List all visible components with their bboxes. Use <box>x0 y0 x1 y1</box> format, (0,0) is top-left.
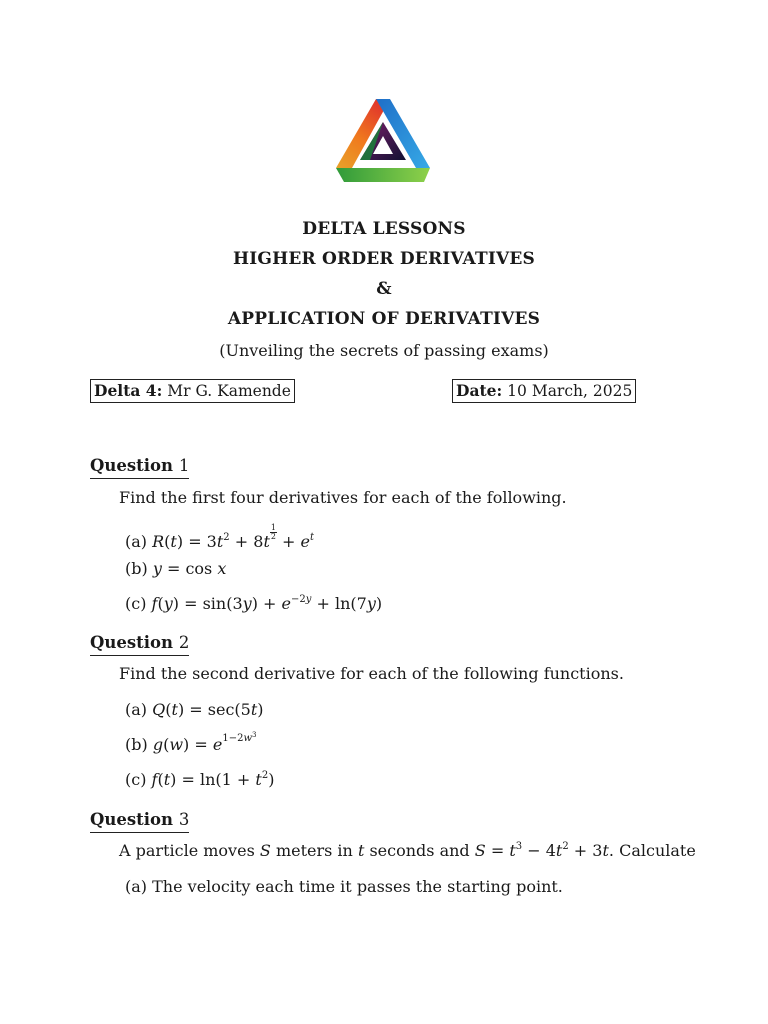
question-1-heading <box>90 456 189 479</box>
class-label: Delta 4: <box>94 381 163 400</box>
item-label: (a) <box>125 532 148 551</box>
date-label: Date: <box>456 381 503 400</box>
item-label: (c) <box>125 594 147 613</box>
question-label: Question <box>90 456 174 475</box>
q2-item-a: (a) Q(t) = sec(5t) <box>125 700 264 719</box>
item-label: (b) <box>125 559 148 578</box>
item-label: (a) <box>125 700 148 719</box>
teacher-box <box>90 379 295 403</box>
q3-item-a <box>125 877 563 896</box>
delta-logo <box>330 96 436 188</box>
date-value: 10 March, 2025 <box>507 382 633 400</box>
question-3-heading <box>90 810 189 833</box>
item-label: (a) <box>125 877 148 896</box>
teacher-name: Mr G. Kamende <box>167 382 291 400</box>
question-label: Question <box>90 810 174 829</box>
title-block <box>0 214 768 366</box>
question-2-prompt: Find the second derivative for each of the following functions. <box>119 664 624 683</box>
q1-item-a: (a) $R(t) = 3t^2 + 8t$ $\frac{1}{2}$ + $e^t$ <box>125 523 315 551</box>
item-label: (c) <box>125 770 147 789</box>
prompt-text: meters in <box>275 841 353 860</box>
item-text: The velocity each time it passes the starting point. <box>152 877 563 896</box>
title-line-2: APPLICATION OF DERIVATIVES <box>227 309 541 329</box>
question-number: 1 <box>178 456 190 475</box>
item-label: (b) <box>125 735 148 754</box>
question-1-prompt: Find the first four derivatives for each of the following. <box>119 488 567 507</box>
question-3-prompt: A particle moves S meters in t seconds and $S = t^3 - 4t^2 + 3t$. Calculate <box>119 841 696 860</box>
question-number: 3 <box>178 810 190 829</box>
prompt-text: seconds and <box>369 841 470 860</box>
question-number: 2 <box>178 633 190 652</box>
date-box <box>452 379 636 403</box>
prompt-text: . Calculate <box>608 841 696 860</box>
q2-item-b: (b) $g(w) = e^{1-2w^3}$ <box>125 731 257 754</box>
question-label: Question <box>90 633 174 652</box>
prompt-text: A particle moves <box>119 841 255 860</box>
q1-item-b: (b) y = cos x <box>125 559 227 578</box>
q1-item-c: (c) $f(y) = \sin(3y) + e^{-2y} + \ln(7y)$ <box>125 594 383 613</box>
brand-title: DELTA LESSONS <box>302 219 466 239</box>
ampersand: & <box>376 279 392 299</box>
subtitle: (Unveiling the secrets of passing exams) <box>219 341 549 360</box>
title-line-1: HIGHER ORDER DERIVATIVES <box>232 249 536 269</box>
q2-item-c: (c) $f(t) = \ln(1 + t^2)$ <box>125 770 275 789</box>
question-2-heading <box>90 633 189 656</box>
